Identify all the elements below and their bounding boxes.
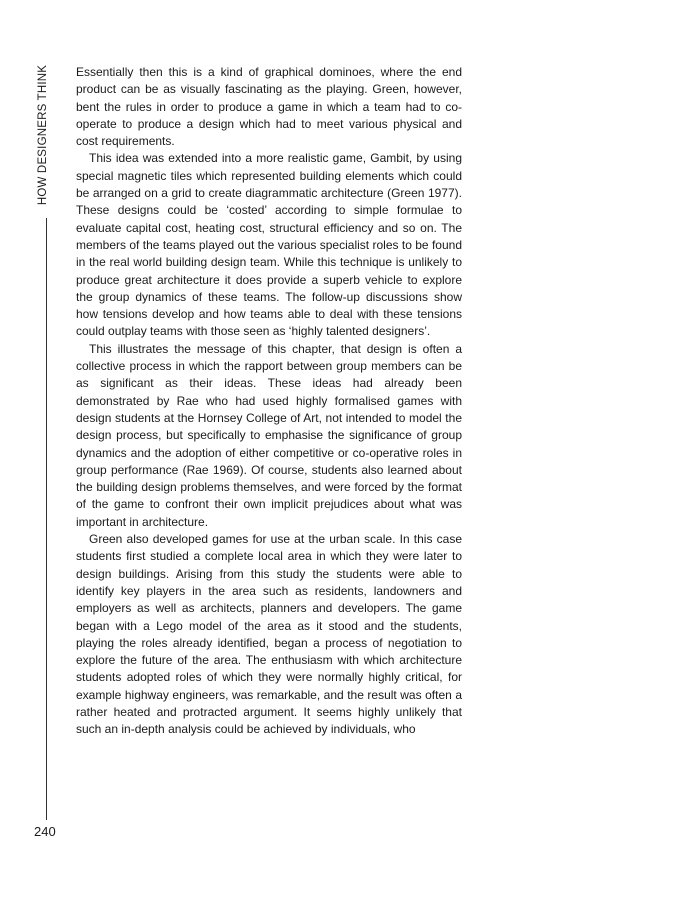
- paragraph-2: This idea was extended into a more realistic game, Gambit, by using special magnetic tiles which represented building elements which could be arranged on a grid to create diagrammatic architecture (Green 1977). These designs could be ‘costed’ according to simple formulae to evaluate capital cost, heating cost, structural efficiency and so on. The members of the teams played out the various specialist roles to be found in the real world building design team. While this technique is unlikely to produce great architecture it does provide a superb vehicle to explore the group dynamics of these teams. The follow-up discussions show how tensions develop and how teams able to deal with these tensions could outplay teams with those seen as ‘highly talented designers’.: [76, 151, 462, 339]
- paragraph-4: Green also developed games for use at the urban scale. In this case students first studied a complete local area in which they were later to design buildings. Arising from this study the students were able to identify key players in the area such as residents, landowners and employers as well as architects, planners and developers. The game began with a Lego model of the area as it stood and the students, playing the roles already identified, began a process of negotiation to explore the future of the area. The enthusiasm with which architecture students adopted roles of which they were normally highly critical, for example highway engineers, was remarkable, and the result was often a rather heated and protracted argument. It seems highly unlikely that such an in-depth analysis could be achieved by individuals, who: [76, 532, 462, 737]
- paragraph-3: This illustrates the message of this chapter, that design is often a collective process in which the rapport between group members can be as significant as their ideas. These ideas had already been demonstrated by Rae who had used highly formalised games with design students at the Hornsey College of Art, not intended to model the design process, but specifically to emphasise the significance of group dynamics and the adoption of either competitive or co-operative roles in group performance (Rae 1969). Of course, students also learned about the building design problems themselves, and were forced by the format of the game to confront their own implicit prejudices about what was important in architecture.: [76, 341, 462, 529]
- running-head-text: HOW DESIGNERS THINK: [37, 64, 49, 206]
- side-rule: [46, 218, 47, 820]
- body-text: [76, 64, 462, 739]
- running-head: [30, 66, 56, 204]
- paragraph-1: Essentially then this is a kind of graphical dominoes, where the end product can be as visually fascinating as the playing. Green, however, bent the rules in order to produce a game in which a team had to co-operate to produce a design which had to meet various physical and cost requirements.: [76, 65, 462, 149]
- page-number: 240: [34, 824, 56, 839]
